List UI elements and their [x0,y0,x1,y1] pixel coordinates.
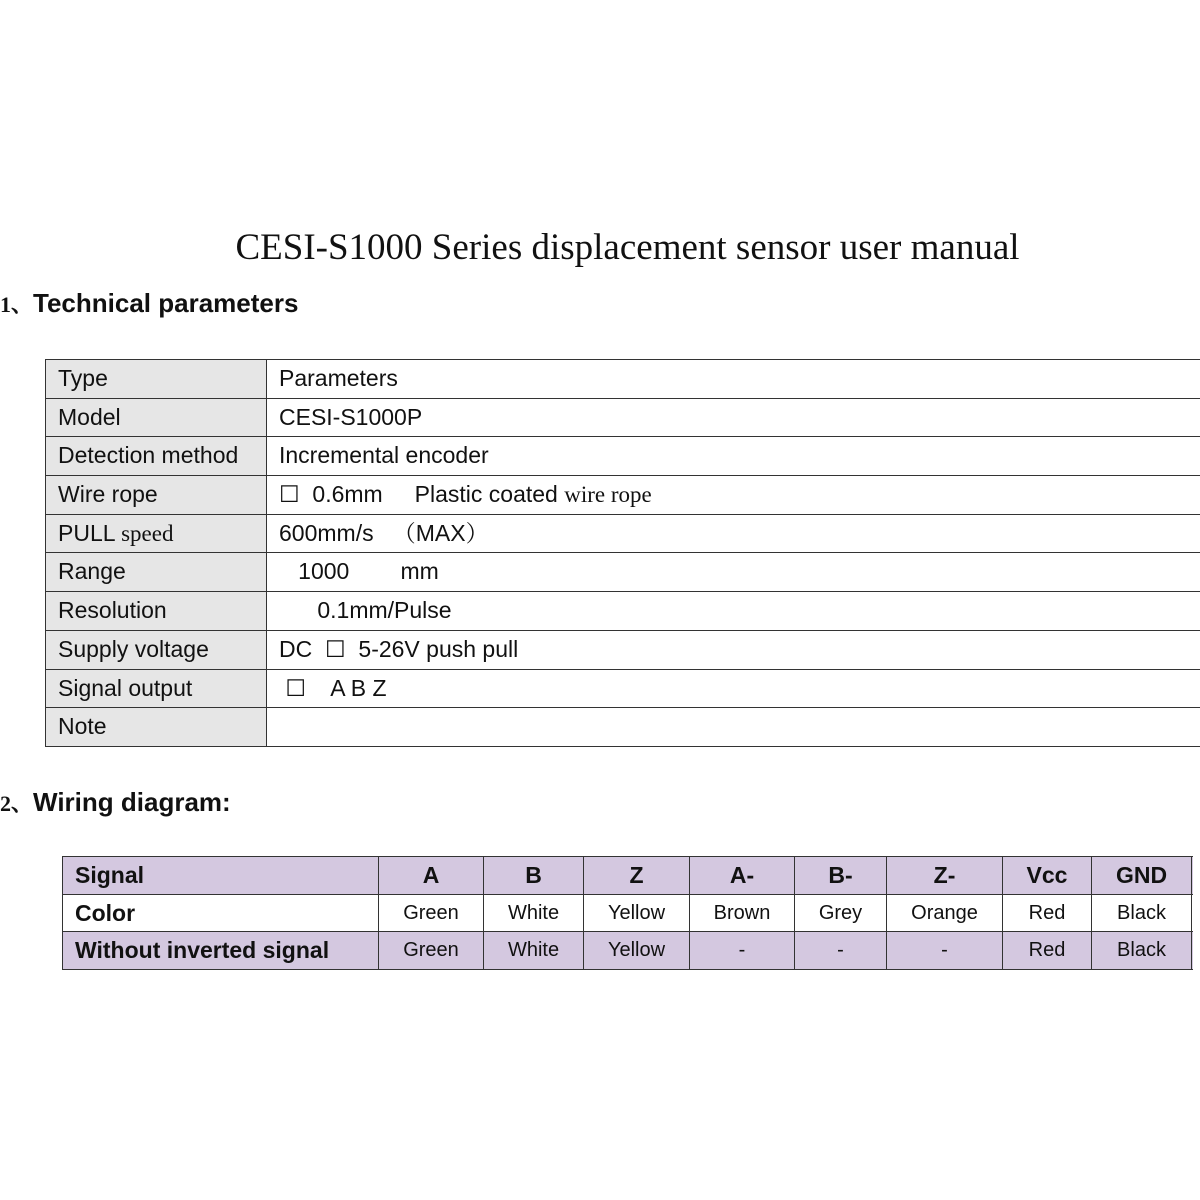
param-value: 1000 mm [279,558,439,585]
section-title: Wiring diagram: [33,787,231,817]
wiring-cell: Black [1092,932,1192,969]
param-value [267,708,1200,746]
table-row-range [46,553,1200,592]
wiring-cell: Green [379,895,484,932]
section-title: Technical parameters [33,288,299,318]
wiring-header-cell: Z [584,857,690,894]
wiring-cell: - [690,932,795,969]
table-row-detection-method [46,437,1200,476]
param-value: 0.1mm/Pulse [279,597,452,624]
param-label: Note [46,708,267,746]
table-row-pull-speed [46,515,1200,554]
param-label: Resolution [46,592,267,630]
wiring-row-label: Color [63,895,379,932]
param-value: CESI-S1000P [279,403,423,430]
wiring-cell: - [887,932,1003,969]
wiring-header-row [63,857,1193,895]
wiring-header-cell: GND [1092,857,1192,894]
param-value: 600mm/s （MAX） [279,519,489,546]
table-row-note [46,708,1200,747]
wiring-cell: Yellow [584,895,690,932]
wiring-row-color [63,895,1193,933]
wiring-row-without-inverted-signal [63,932,1193,970]
section-number: 2、 [0,791,34,816]
wiring-cell: Green [379,932,484,969]
wiring-cell: White [484,895,584,932]
wiring-cell: Black [1092,895,1192,932]
wiring-header-cell: Vcc [1003,857,1092,894]
param-label-main: PULL [58,519,122,546]
param-value-main: ☐ 0.6mm Plastic coated [279,481,565,508]
param-value-serif: wire rope [564,482,652,508]
section-heading-wiring-diagram [0,787,231,818]
param-value: Parameters [279,365,398,391]
wiring-cell: Red [1003,895,1092,932]
table-row-resolution [46,592,1200,631]
param-value: Incremental encoder [279,442,489,469]
wiring-header-cell: B- [795,857,887,894]
wiring-header-cell: A [379,857,484,894]
param-label: Type [46,360,267,398]
wiring-header-cell: B [484,857,584,894]
section-number: 1、 [0,292,34,317]
wiring-cell: White [484,932,584,969]
technical-parameters-table [45,359,1200,747]
param-value: ☐ A B Z [279,674,387,701]
param-label: Wire rope [46,476,267,514]
param-label-serif: speed [121,520,174,546]
table-row-supply-voltage [46,631,1200,670]
param-label: Supply voltage [46,631,267,669]
wiring-header-cell: Signal [63,857,379,894]
section-heading-technical-parameters [0,288,298,319]
wiring-cell: Grey [795,895,887,932]
table-row-header [46,360,1200,399]
param-label [46,515,267,553]
param-label: Detection method [46,437,267,475]
wiring-cell: Orange [887,895,1003,932]
wiring-table [62,856,1193,970]
wiring-cell: Brown [690,895,795,932]
param-label: Model [46,399,267,437]
table-row-signal-output [46,670,1200,709]
table-row-model [46,399,1200,438]
wiring-cell: - [795,932,887,969]
param-value [267,476,1200,514]
param-label: Range [46,553,267,591]
wiring-cell: Red [1003,932,1092,969]
param-label: Signal output [46,670,267,708]
wiring-header-cell: Z- [887,857,1003,894]
wiring-cell: Yellow [584,932,690,969]
param-value: DC ☐ 5-26V push pull [279,635,519,662]
wiring-header-cell: A- [690,857,795,894]
table-row-wire-rope [46,476,1200,515]
wiring-row-label: Without inverted signal [63,932,379,969]
document-title: CESI-S1000 Series displacement sensor user manual [235,227,1020,268]
